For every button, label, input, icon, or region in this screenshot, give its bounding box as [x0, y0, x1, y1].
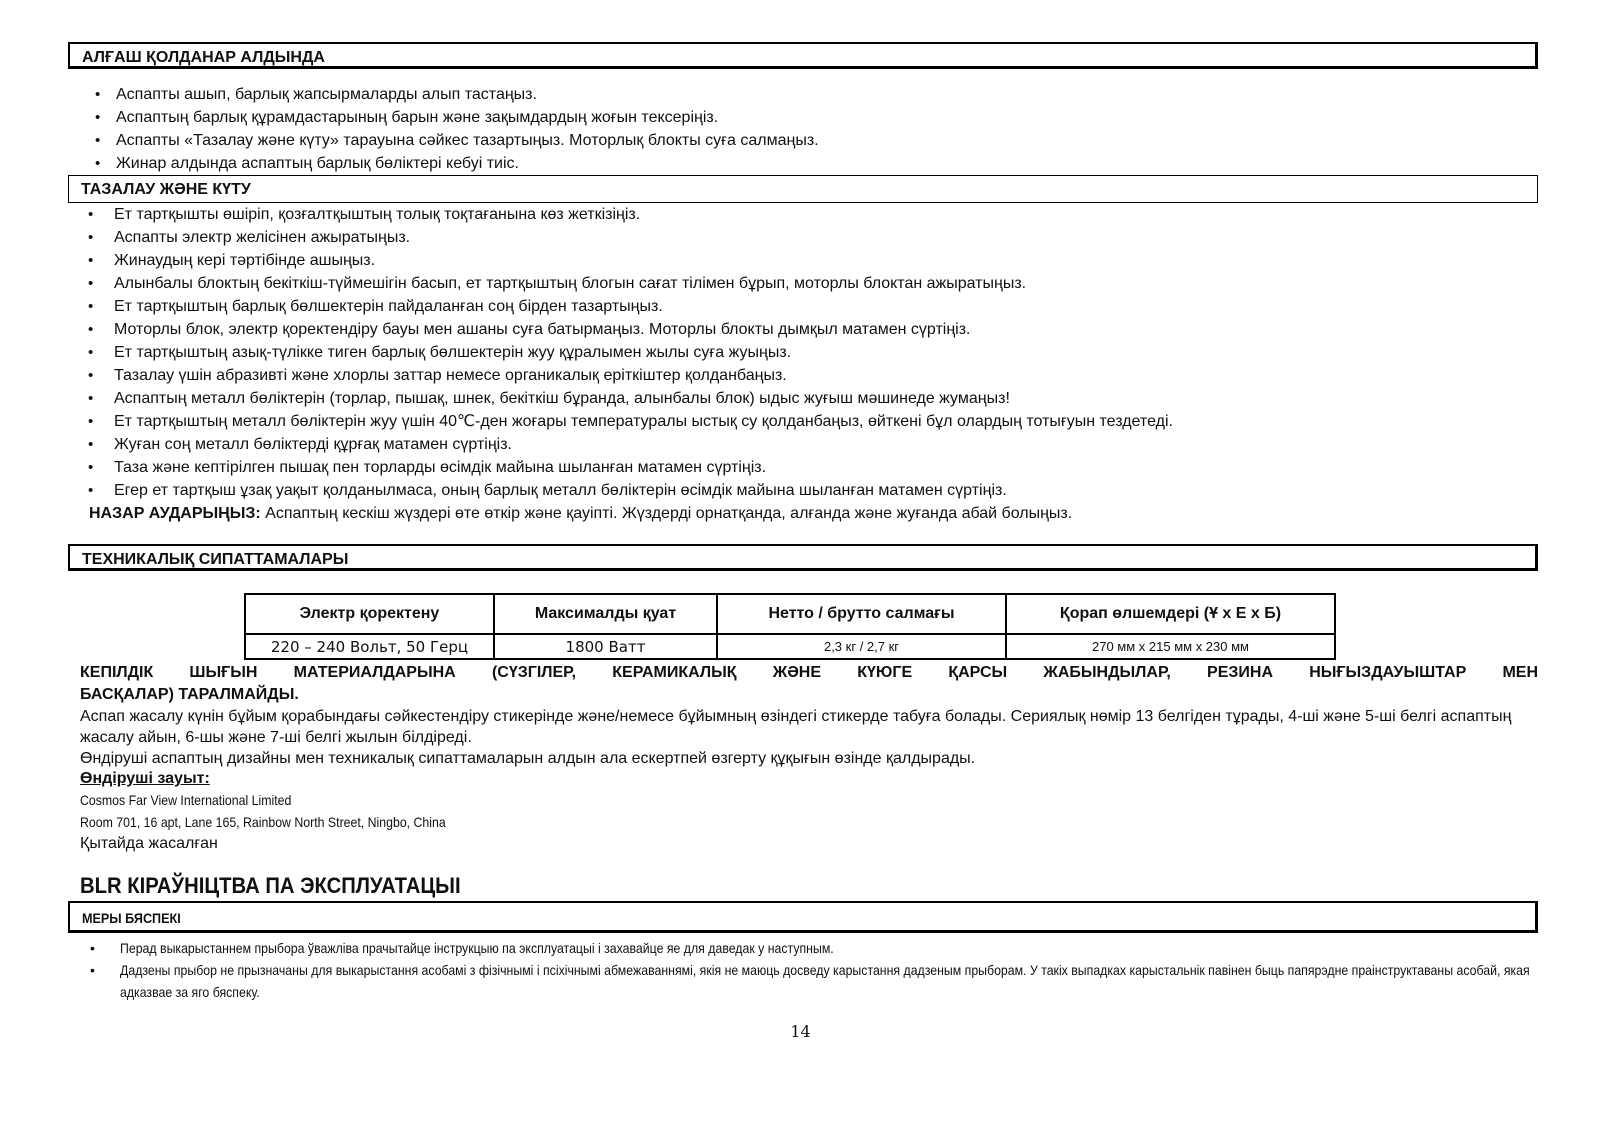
list-item: • Ет тартқыштың барлық бөлшектерін пайдаланған соң бірден тазартыңыз.	[68, 295, 1538, 318]
blr-manual-title: BLR КІРАЎНІЦТВА ПА ЭКСПЛУАТАЦЫІ	[80, 873, 461, 898]
list-item: • Алынбалы блоктың бекіткіш-түймешігін басып, ет тартқыштың блогын сағат тілімен бұрып, моторлы блоктан ажыратыңыз.	[68, 272, 1538, 295]
header-max-power: Максималды қуат	[494, 594, 717, 634]
table-row	[245, 634, 1335, 659]
list-item-text: • Дадзены прыбор не прызначаны для выкарыстання асобамі з фізічнымі і псіхічнымі абмежаваннямі, якія не маюць досведу карыстання дадзеным прыборам. У такіх выпадках карыстальнік павінен быць папярэдне праінструктаваны асобай, якая адказвае за яго бяспеку.	[120, 962, 1530, 1000]
list-item: • Аспапты электр желісінен ажыратыңыз.	[68, 226, 1538, 249]
list-item	[68, 959, 1538, 1003]
guarantee-line-1: КЕПІЛДІК ШЫҒЫН МАТЕРИАЛДАРЫНА (СҮЗГІЛЕР, КЕРАМИКАЛЫҚ ЖӘНЕ КҮЮГЕ ҚАРСЫ ЖАБЫНДЫЛАР, РЕЗИНА НЫҒЫЗДАУЫШТАР МЕН	[80, 664, 1538, 681]
list-item: • Жинар алдында аспаптың барлық бөліктері кебуі тиіс.	[68, 152, 1538, 175]
guarantee-notice	[80, 662, 1538, 706]
section-header-cleaning: ТАЗАЛАУ ЖӘНЕ КҮТУ	[68, 175, 1538, 203]
warning-label: НАЗАР АУДАРЫҢЫЗ:	[89, 505, 261, 522]
value-power-supply: 220 – 240 Вольт, 50 Герц	[245, 634, 494, 659]
list-item	[68, 937, 1538, 959]
warning-text: Аспаптың кескіш жүздері өте өткір және қауіпті. Жүздерді орнатқанда, алғанда және жуғанда абай болыңыз.	[260, 505, 1073, 522]
section-header-before-first-use: АЛҒАШ ҚОЛДАНАР АЛДЫНДА	[68, 42, 1538, 69]
manufacturer-title: Өндіруші зауыт:	[80, 770, 210, 787]
made-in-note: Қытайда жасалған	[80, 835, 218, 852]
value-max-power: 1800 Ватт	[494, 634, 717, 659]
list-item: • Жинаудың кері тәртібінде ашыңыз.	[68, 249, 1538, 272]
warning-note	[68, 502, 1538, 525]
section-header-safety-label: МЕРЫ БЯСПЕКІ	[82, 910, 181, 926]
before-use-list	[68, 83, 1538, 175]
list-item: • Аспаптың барлық құрамдастарының барын және зақымдардың жоғын тексеріңіз.	[68, 106, 1538, 129]
header-power-supply: Электр қоректену	[245, 594, 494, 634]
section-header-specifications: ТЕХНИКАЛЫҚ СИПАТТАМАЛАРЫ	[68, 544, 1538, 571]
list-item: • Ет тартқыштың металл бөліктерін жуу үшін 40℃-ден жоғары температуралы ыстық су қолданбаңыз, өйткені бұл олардың тотығуын тездетеді.	[68, 410, 1538, 433]
manufacturer-rights-note: Өндіруші аспаптың дизайны мен техникалық сипаттамаларын алдын ала ескертпей өзгерту құқығын өзінде қалдырады.	[80, 750, 976, 767]
list-item: • Аспапты ашып, барлық жапсырмаларды алып тастаңыз.	[68, 83, 1538, 106]
list-item: • Таза және кептірілген пышақ пен торларды өсімдік майына шыланған матамен сүртіңіз.	[68, 456, 1538, 479]
specifications-table	[244, 593, 1336, 660]
value-weight: 2,3 кг / 2,7 кг	[717, 634, 1006, 659]
document-page	[68, 42, 1538, 1003]
header-box-dimensions: Қорап өлшемдері (Ұ х Е х Б)	[1006, 594, 1335, 634]
list-item: • Аспаптың металл бөліктерін (торлар, пышақ, шнек, бекіткіш бұранда, алынбалы блок) ыдыс жуғыш мәшинеде жумаңыз!	[68, 387, 1538, 410]
value-box-dimensions: 270 мм x 215 мм x 230 мм	[1006, 634, 1335, 659]
cleaning-list	[68, 203, 1538, 502]
page-number: 14	[790, 1022, 811, 1041]
list-item: • Тазалау үшін абразивті және хлорлы заттар немесе органикалық еріткіштер қолданбаңыз.	[68, 364, 1538, 387]
manufacturer-address: Room 701, 16 apt, Lane 165, Rainbow North Street, Ningbo, China	[80, 814, 446, 830]
list-item: • Ет тартқыштың азық-түлікке тиген барлық бөлшектерін жуу құралымен жылы суға жуыңыз.	[68, 341, 1538, 364]
list-item: • Моторлы блок, электр қоректендіру бауы мен ашаны суға батырмаңыз. Моторлы блокты дымқыл матамен сүртіңіз.	[68, 318, 1538, 341]
guarantee-line-2: БАСҚАЛАР) ТАРАЛМАЙДЫ.	[80, 686, 299, 703]
list-item: • Жуған соң металл бөліктерді құрғақ матамен сүртіңіз.	[68, 433, 1538, 456]
list-item-text: • Перад выкарыстаннем прыбора ўважліва прачытайце інструкцыю па эксплуатацыі і захавайце яе для даведак у наступным.	[120, 940, 834, 956]
manufacturer-name: Cosmos Far View International Limited	[80, 792, 292, 808]
table-header-row	[245, 594, 1335, 634]
list-item: • Аспапты «Тазалау және күту» тарауына сәйкес тазартыңыз. Моторлық блокты суға салмаңыз.	[68, 129, 1538, 152]
header-weight: Нетто / брутто салмағы	[717, 594, 1006, 634]
list-item: • Ет тартқышты өшіріп, қозғалтқыштың толық тоқтағанына көз жеткізіңіз.	[68, 203, 1538, 226]
list-item: • Егер ет тартқыш ұзақ уақыт қолданылмаса, оның барлық металл бөліктерін өсімдік майына шыланған матамен сүртіңіз.	[68, 479, 1538, 502]
production-date-info: Аспап жасалу күнін бұйым қорабындағы сәйкестендіру стикерінде және/немесе бұйымның өзіндегі стикерде табуға болады. Сериялық нөмір 13 белгіден тұрады, 4-ші және 5-ші белгі аспаптың жасалу айын, 6-шы және 7-ші белгі жылын білдіреді.	[80, 708, 1512, 746]
section-header-safety	[68, 901, 1538, 933]
safety-list	[68, 937, 1538, 1003]
